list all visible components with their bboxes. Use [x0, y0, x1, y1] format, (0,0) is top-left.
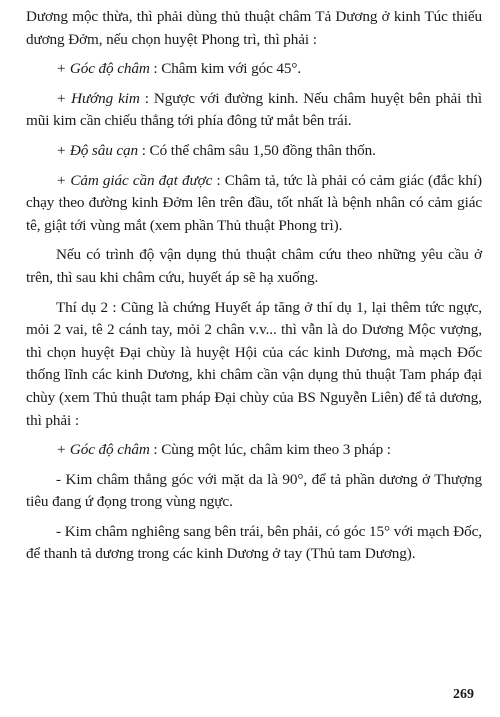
paragraph-6: Nếu có trình độ vận dụng thủ thuật châm cứu theo những yêu cầu ở trên, thì sau khi châm cứu, huyết áp sẽ hạ xuống. — [26, 246, 482, 286]
page-number: 269 — [453, 687, 474, 702]
term-lead: + Góc độ châm — [56, 441, 150, 459]
paragraph-7: Thí dụ 2 : Cũng là chứng Huyết áp tăng ở thí dụ 1, lại thêm tức ngực, mỏi 2 vai, tê 2 cánh tay, mỏi 2 chân v.v... thì vẫn là do Dương Mộc vượng, thì chọn huyệt Đại chùy là huyệt Hội của các kinh Dương, mà mạch Đốc thống lĩnh các kinh Dương, khi châm cần vận dụng thủ thuật Tam pháp đại chùy (xem Thủ thuật tam pháp Đại chùy của BS Nguyễn Liên) để tả dương, thì phải : — [26, 298, 482, 429]
paragraph-1: Dương mộc thừa, thì phải dùng thủ thuật châm Tả Dương ở kinh Túc thiếu dương Đởm, nếu chọn huyệt Phong trì, thì phải : — [26, 8, 482, 48]
paragraph-9: - Kim châm thẳng góc với mặt da là 90°, để tả phần dương ở Thượng tiêu đang ứ đọng trong vùng ngực. — [26, 470, 482, 511]
paragraph-10: - Kim châm nghiêng sang bên trái, bên phải, có góc 15° với mạch Đốc, để thanh tả dương trong các kinh Dương ở tay (Thủ tam Dương). — [26, 522, 482, 563]
paragraph-4: + Độ sâu cạn : Có thể châm sâu 1,50 đồng thân thốn. — [56, 141, 376, 159]
paragraph-5: + Cảm giác cần đạt được : Châm tả, tức là phải có cảm giác (đắc khí) chạy theo đường kinh Đởm lên trên đầu, tốt nhất là bệnh nhân có cảm giác tê, giật tới vùng mắt (xem phần Thủ thuật Phong trì). — [26, 171, 482, 234]
paragraph-3: + Hướng kim : Ngược với đường kinh. Nếu châm huyệt bên phải thì mũi kim cần chiếu thẳng tới phía đông tử mắt bên trái. — [26, 89, 482, 130]
paragraph-8: + Góc độ châm : Cùng một lúc, châm kim theo 3 pháp : — [56, 441, 391, 459]
term-lead: + Cảm giác cần đạt được — [56, 171, 213, 189]
paragraph-2: + Góc độ châm : Châm kim với góc 45°. — [56, 60, 302, 78]
term-lead: + Hướng kim — [56, 89, 140, 107]
term-lead: + Góc độ châm — [56, 60, 150, 78]
term-lead: + Độ sâu cạn — [56, 141, 139, 159]
